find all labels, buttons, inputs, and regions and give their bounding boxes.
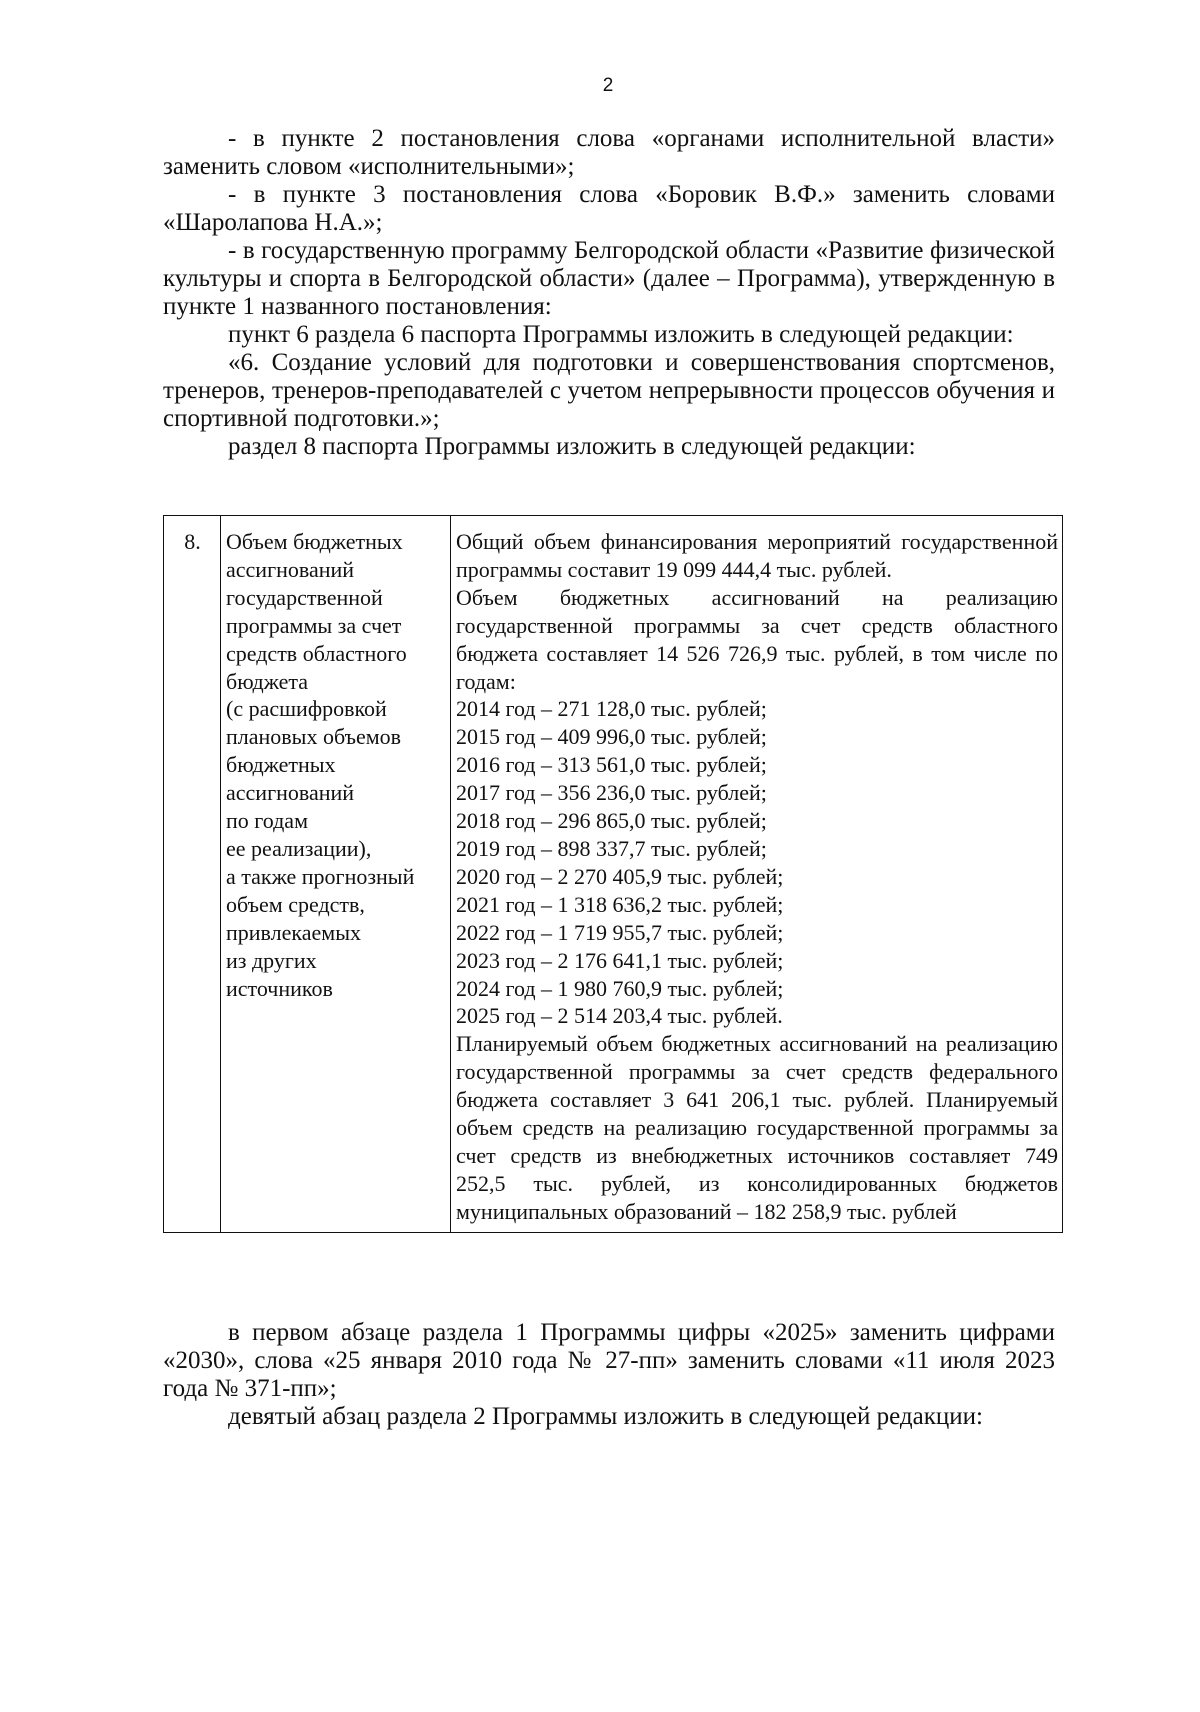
year-allocation: 2014 год – 271 128,0 тыс. рублей; [456, 696, 767, 722]
label-line: бюджета [226, 668, 309, 694]
year-allocation: 2020 год – 2 270 405,9 тыс. рублей; [456, 863, 784, 889]
label-line: государственной [226, 584, 383, 610]
amendments-closing [163, 1319, 1055, 1431]
amendment-section-6-intro: пункт 6 раздела 6 паспорта Программы изложить в следующей редакции: [228, 321, 1014, 348]
row-number: 8. [164, 516, 221, 1233]
amendment-section-2-intro: девятый абзац раздела 2 Программы изложить в следующей редакции: [228, 1403, 983, 1430]
label-line: ассигнований [226, 556, 355, 582]
label-line: плановых объемов [226, 724, 402, 750]
label-line: средств областного [226, 640, 407, 666]
regional-budget-text: Объем бюджетных ассигнований на реализацию государственной программы за счет средств областного бюджета составляет 14 526 726,9 тыс. рублей, в том числе по годам: [456, 584, 1058, 694]
table-row [164, 516, 1063, 1233]
amendment-item-3: - в государственную программу Белгородской области «Развитие физической культуры и спорта в Белгородской области» (далее – Программа), утвержденную в пункте 1 названного постановления: [163, 237, 1055, 320]
label-line: Объем бюджетных [226, 529, 403, 554]
year-allocation: 2015 год – 409 996,0 тыс. рублей; [456, 724, 767, 750]
total-financing-text: Общий объем финансирования мероприятий государственной программы составит 19 099 444,4 тыс. рублей. [456, 529, 1058, 582]
year-allocation: 2017 год – 356 236,0 тыс. рублей; [456, 780, 767, 806]
year-allocation: 2024 год – 1 980 760,9 тыс. рублей; [456, 975, 784, 1001]
label-line: (с расшифровкой [226, 696, 387, 722]
label-line: ассигнований [226, 780, 355, 806]
year-allocation: 2021 год – 1 318 636,2 тыс. рублей; [456, 891, 784, 917]
amendment-item-1: - в пункте 2 постановления слова «органами исполнительной власти» заменить словом «исполнительными»; [163, 125, 1055, 180]
year-allocation: 2023 год – 2 176 641,1 тыс. рублей; [456, 947, 784, 973]
passport-section-8-table [163, 515, 1063, 1233]
amendment-section-6-text: «6. Создание условий для подготовки и совершенствования спортсменов, тренеров, тренеров-преподавателей с учетом непрерывности процессов обучения и спортивной подготовки.»; [163, 349, 1055, 432]
year-allocation: 2016 год – 313 561,0 тыс. рублей; [456, 752, 767, 778]
label-line: программы за счет [226, 612, 402, 638]
year-allocation: 2019 год – 898 337,7 тыс. рублей; [456, 835, 767, 861]
row-label [221, 516, 451, 1233]
label-line: объем средств, [226, 891, 365, 917]
page-number: 2 [602, 75, 614, 96]
amendments-intro [163, 125, 1055, 461]
planned-funding-text: Планируемый объем бюджетных ассигнований на реализацию государственной программы за счет средств федерального бюджета составляет 3 641 206,1 тыс. рублей. Планируемый объем средств на реализацию государственной программы за счет средств из внебюджетных источников составляет 749 252,5 тыс. рублей, из консолидированных бюджетов муниципальных образований – 182 258,9 тыс. рублей [456, 1031, 1058, 1224]
amendment-item-2: - в пункте 3 постановления слова «Боровик В.Ф.» заменить словами «Шаролапова Н.А.»; [163, 181, 1055, 236]
amendment-section-8-intro: раздел 8 паспорта Программы изложить в следующей редакции: [228, 433, 916, 460]
year-allocation: 2022 год – 1 719 955,7 тыс. рублей; [456, 919, 784, 945]
year-allocation: 2018 год – 296 865,0 тыс. рублей; [456, 808, 767, 834]
row-content [451, 516, 1063, 1233]
year-allocation: 2025 год – 2 514 203,4 тыс. рублей. [456, 1003, 783, 1029]
label-line: привлекаемых [226, 919, 361, 945]
label-line: ее реализации), [226, 835, 372, 861]
label-line: а также прогнозный [226, 863, 415, 889]
label-line: бюджетных [226, 752, 336, 778]
amendment-section-1-text: в первом абзаце раздела 1 Программы цифры «2025» заменить цифрами «2030», слова «25 января 2010 года № 27-пп» заменить словами «11 июля 2023 года № 371-пп»; [163, 1319, 1055, 1402]
label-line: из других [226, 947, 317, 973]
label-line: источников [226, 975, 333, 1001]
label-line: по годам [226, 808, 308, 834]
